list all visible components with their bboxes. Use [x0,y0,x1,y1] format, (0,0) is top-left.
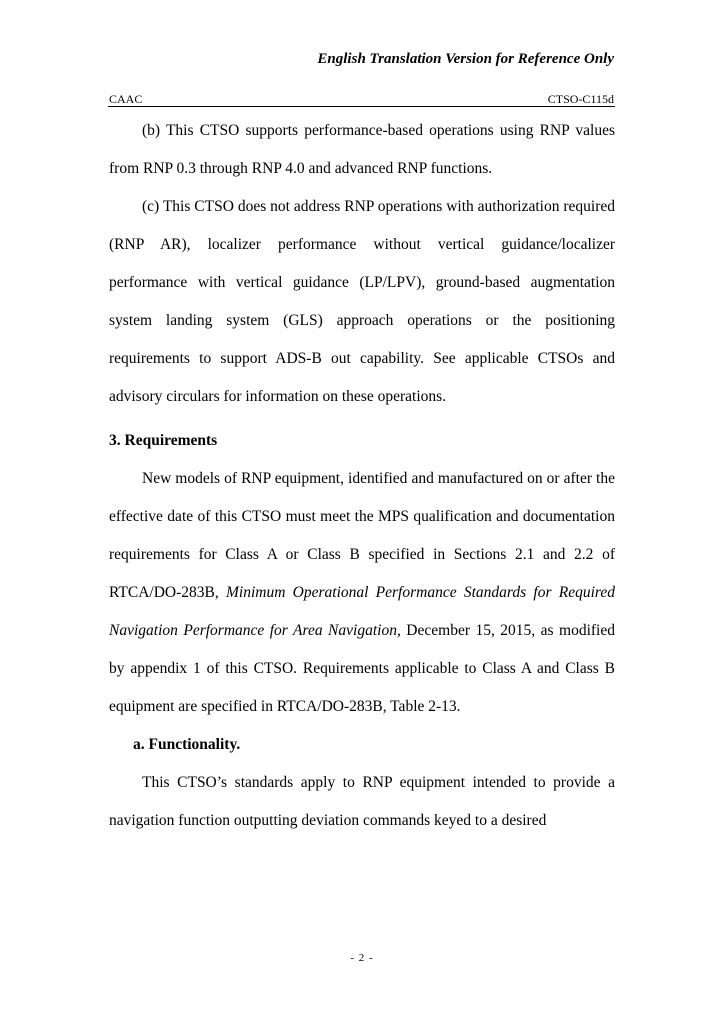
requirements-text-end: December 15, 2015, as modified by appendix 1 of this CTSO. Requirements applicable to Class A and Class B equipment are specified in RTCA/DO-283B, Table 2-13. [109,622,615,715]
header-organization: CAAC [109,92,143,106]
page-number: - 2 - [350,952,374,964]
subsection-heading-functionality: a. Functionality. [133,736,241,753]
section-heading-requirements: 3. Requirements [109,432,218,449]
requirements-text-start: New models of RNP equipment, identified and manufactured on or after the effective date of this CTSO must meet the MPS qualification and documentation requirements for Class A or Class B specified in Sections 2.1 and 2.2 of RTCA/DO-283B, [109,470,615,601]
paragraph-b: (b) This CTSO supports performance-based operations using RNP values from RNP 0.3 through RNP 4.0 and advanced RNP functions. [109,122,615,177]
header-document-number: CTSO-C115d [547,92,614,106]
header-divider [108,106,615,107]
mops-title: Minimum Operational Performance Standards for Required Navigation Performance for Area Navigation, [109,584,615,639]
paragraph-functionality: This CTSO’s standards apply to RNP equipment intended to provide a navigation function outputting deviation commands keyed to a desired [109,774,615,829]
paragraph-c: (c) This CTSO does not address RNP operations with authorization required (RNP AR), localizer performance without vertical guidance/localizer performance with vertical guidance (LP/LPV), ground-based augmentation system landing system (GLS) approach operations or the positioning requirements to support ADS-B out capability. See applicable CTSOs and advisory circulars for information on these operations. [109,198,615,405]
document-body [109,112,615,840]
translation-banner: English Translation Version for Reference Only [317,51,614,67]
paragraph-requirements [109,460,615,726]
